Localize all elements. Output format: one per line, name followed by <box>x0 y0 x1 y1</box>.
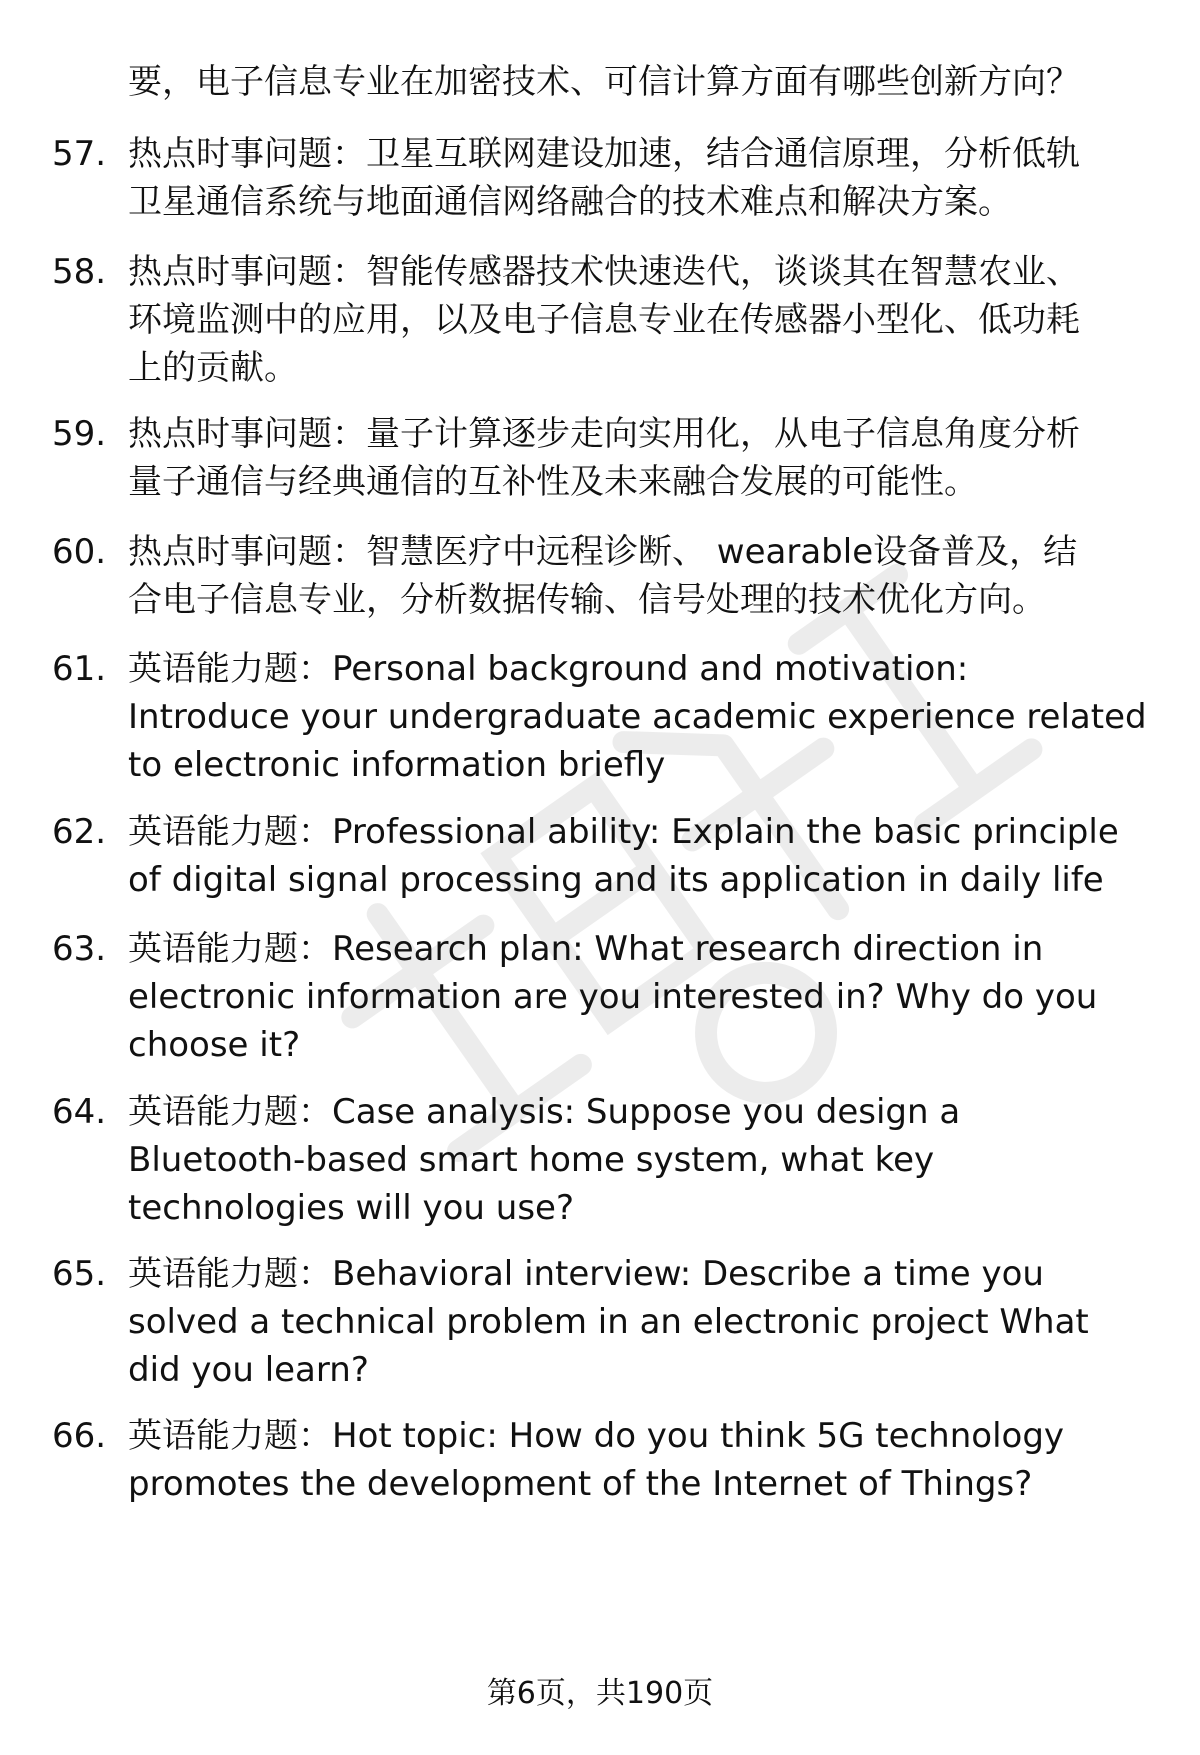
question-text <box>128 645 1168 789</box>
question-line: 英语能力题：Case analysis: Suppose you design a <box>128 1092 961 1132</box>
question-line: 量子通信与经典通信的互补性及未来融合发展的可能性。 <box>128 462 978 502</box>
question-line: 热点时事问题：智慧医疗中远程诊断、 wearable设备普及，结 <box>128 532 1078 572</box>
question-number: 65. <box>52 1254 107 1294</box>
question-line: electronic information are you interested in? Why do you <box>128 977 1098 1017</box>
question-number: 63. <box>52 929 107 969</box>
question-line: did you learn? <box>128 1350 369 1390</box>
question-line: 英语能力题：Hot topic: How do you think 5G technology <box>128 1416 1065 1456</box>
question-line: 热点时事问题：卫星互联网建设加速，结合通信原理，分析低轨 <box>128 134 1080 174</box>
question-number: 61. <box>52 649 107 689</box>
question-text <box>128 248 1168 392</box>
question-number: 64. <box>52 1092 107 1132</box>
question-line: 环境监测中的应用，以及电子信息专业在传感器小型化、低功耗 <box>128 300 1080 340</box>
question-number: 57. <box>52 134 107 174</box>
question-line: 英语能力题：Professional ability: Explain the basic principle <box>128 812 1119 852</box>
question-line: to electronic information briefly <box>128 745 666 785</box>
question-number: 58. <box>52 252 107 292</box>
question-line: promotes the development of the Internet of Things? <box>128 1464 1033 1504</box>
question-number: 59. <box>52 414 107 454</box>
question-number: 66. <box>52 1416 107 1456</box>
question-line: Introduce your undergraduate academic experience related <box>128 697 1147 737</box>
question-line: Bluetooth-based smart home system, what key <box>128 1140 935 1180</box>
question-line: 上的贡献。 <box>128 348 298 388</box>
question-text <box>128 1088 1168 1232</box>
question-line: technologies will you use? <box>128 1188 575 1228</box>
question-text <box>128 1412 1168 1508</box>
question-text <box>128 808 1168 904</box>
question-line: 英语能力题：Behavioral interview: Describe a time you <box>128 1254 1044 1294</box>
question-line: 合电子信息专业，分析数据传输、信号处理的技术优化方向。 <box>128 580 1046 620</box>
question-text <box>128 528 1168 624</box>
question-line: 热点时事问题：智能传感器技术快速迭代，谈谈其在智慧农业、 <box>128 252 1080 292</box>
question-line: of digital signal processing and its application in daily life <box>128 860 1104 900</box>
page-footer: 第6页，共190页 <box>486 1676 714 1711</box>
question-line: 英语能力题：Research plan: What research direction in <box>128 929 1044 969</box>
question-text <box>128 130 1168 226</box>
question-number: 62. <box>52 812 107 852</box>
question-line: 热点时事问题：量子计算逐步走向实用化，从电子信息角度分析 <box>128 414 1080 454</box>
question-line: 卫星通信系统与地面通信网络融合的技术难点和解决方案。 <box>128 182 1012 222</box>
question-line: choose it? <box>128 1025 301 1065</box>
question-line: 英语能力题：Personal background and motivation: <box>128 649 969 689</box>
question-text <box>128 925 1168 1069</box>
question-text <box>128 1250 1168 1394</box>
continuation-line: 要，电子信息专业在加密技术、可信计算方面有哪些创新方向？ <box>128 62 1080 102</box>
question-number: 60. <box>52 532 107 572</box>
question-line: solved a technical problem in an electronic project What <box>128 1302 1089 1342</box>
question-text <box>128 410 1168 506</box>
